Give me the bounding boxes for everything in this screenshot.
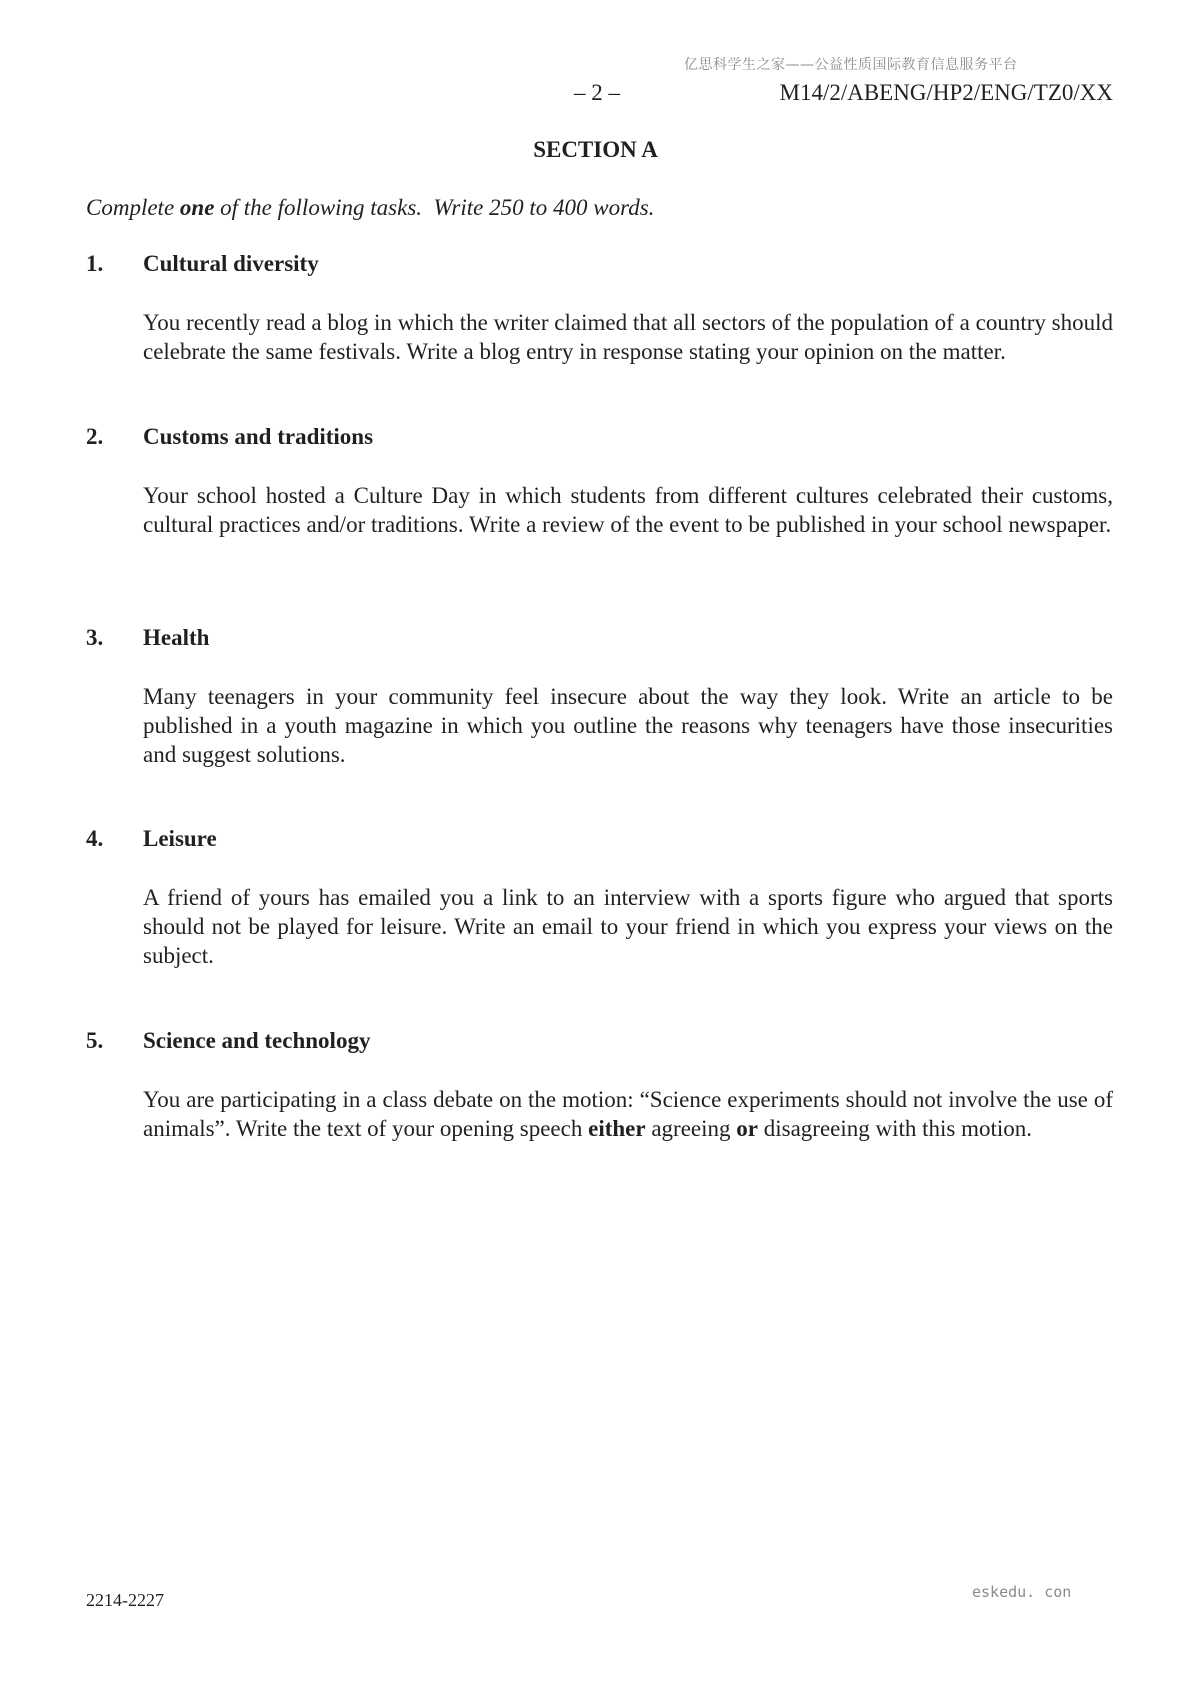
- task-body-emphasis: either: [588, 1116, 646, 1141]
- task-heading: [86, 424, 1113, 454]
- footer-watermark: eskedu. con: [972, 1583, 1072, 1601]
- task-body: Your school hosted a Culture Day in which students from different cultures celebrated their customs, cultural practices and/or traditions. Write a review of the event to be published in your school newspaper.: [143, 483, 1113, 537]
- instruction-before: Complete: [86, 195, 180, 220]
- task-body-text: You are participating in a class debate on the motion: “Science experiments should not involve the use of animals”. Write the text of your opening speech: [143, 1087, 1113, 1141]
- task-number: 1.: [86, 251, 104, 276]
- task-title: Cultural diversity: [143, 251, 319, 276]
- instruction: [86, 195, 654, 221]
- task-body: [143, 1085, 1113, 1143]
- task-heading: [86, 1028, 1113, 1058]
- task-1: [86, 251, 1113, 366]
- task-number: 2.: [86, 424, 104, 449]
- page-number: – 2 –: [574, 80, 620, 105]
- section-title: SECTION A: [533, 137, 658, 162]
- task-body: A friend of yours has emailed you a link to an interview with a sports figure who argued that sports should not be played for leisure. Write an email to your friend in which you express your views on the subject.: [143, 885, 1113, 968]
- task-title: Health: [143, 625, 210, 650]
- footer-code: 2214-2227: [86, 1590, 164, 1610]
- task-body-text: agreeing: [645, 1116, 737, 1141]
- instruction-emphasis: one: [179, 195, 215, 220]
- task-4: [86, 826, 1113, 970]
- task-body-text: disagreeing with this motion.: [757, 1116, 1033, 1141]
- task-body: You recently read a blog in which the writer claimed that all sectors of the population of a country should celebrate the same festivals. Write a blog entry in response stating your opinion on the matter.: [143, 310, 1113, 364]
- task-heading: [86, 826, 1113, 856]
- task-title: Customs and traditions: [143, 424, 374, 449]
- task-number: 4.: [86, 826, 104, 851]
- task-number: 5.: [86, 1028, 104, 1053]
- task-title: Leisure: [143, 826, 217, 851]
- task-2: [86, 424, 1113, 539]
- task-heading: [86, 251, 1113, 281]
- paper-code: M14/2/ABENG/HP2/ENG/TZ0/XX: [779, 80, 1113, 105]
- task-3: [86, 625, 1113, 769]
- task-heading: [86, 625, 1113, 655]
- task-body-emphasis: or: [736, 1116, 758, 1141]
- task-number: 3.: [86, 625, 104, 650]
- task-title: Science and technology: [143, 1028, 371, 1053]
- instruction-after: of the following tasks. Write 250 to 400 words.: [214, 195, 655, 220]
- header-watermark: 亿思科学生之家——公益性质国际教育信息服务平台: [684, 57, 1018, 73]
- task-body: Many teenagers in your community feel insecure about the way they look. Write an article to be published in a youth magazine in which you outline the reasons why teenagers have those insecurities and suggest solutions.: [143, 684, 1113, 767]
- task-5: [86, 1028, 1113, 1143]
